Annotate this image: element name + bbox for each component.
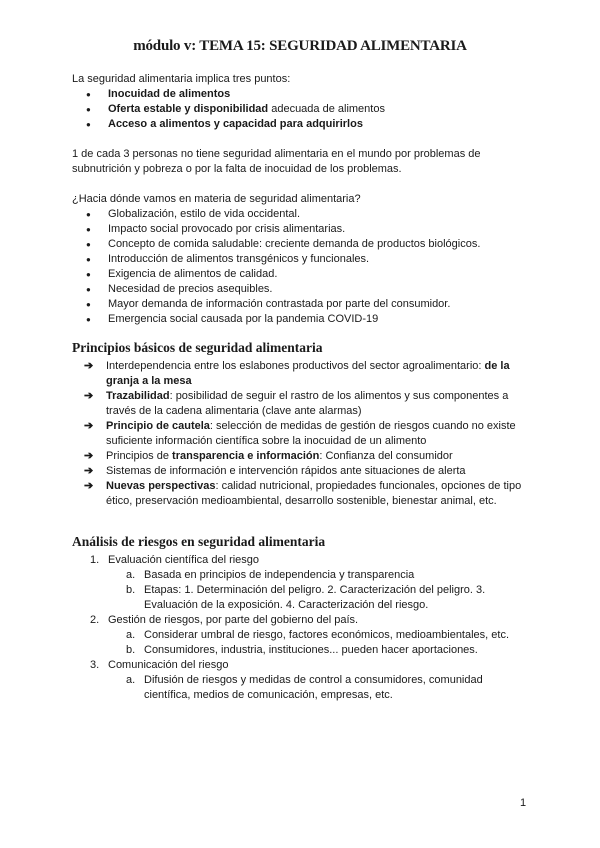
trend-item: ● Exigencia de alimentos de calidad. <box>72 267 532 282</box>
risk-item: 3. Comunicación del riesgo a. Difusión de riesgos y medidas de control a consumidores, comunidad científica, medios de comunicación, empresas, etc. <box>72 658 532 703</box>
trend-item: ● Necesidad de precios asequibles. <box>72 282 532 297</box>
risk-subitem: a. Basada en principios de independencia y transparencia <box>126 569 415 581</box>
trend-item: ● Concepto de comida saludable: creciente demanda de productos biológicos. <box>72 237 532 252</box>
risk-item: 2. Gestión de riesgos, por parte del gobierno del país. a. Considerar umbral de riesgo, factores económicos, medioambientales, etc. b. Consumidores, industria, instituciones... pueden hacer aportaciones. <box>72 613 532 658</box>
principles-list <box>72 359 532 509</box>
trend-item: ● Introducción de alimentos transgénicos y funcionales. <box>72 252 532 267</box>
key-points-list <box>72 87 532 132</box>
risk-sublist <box>108 673 532 703</box>
risk-subitem: a. Difusión de riesgos y medidas de control a consumidores, comunidad científica, medios de comunicación, empresas, etc. <box>126 674 483 701</box>
key-point: ● Inocuidad de alimentos <box>72 87 532 102</box>
page-title: módulo v: TEMA 15: SEGURIDAD ALIMENTARIA <box>133 38 467 54</box>
principle-item: ➔ Interdependencia entre los eslabones productivos del sector agroalimentario: de la granja a la mesa <box>84 360 510 387</box>
principle-item: ➔ Principios de transparencia e información: Confianza del consumidor <box>84 450 453 462</box>
document-body <box>72 72 532 703</box>
principle-item: ➔ Nuevas perspectivas: calidad nutricional, propiedades funcionales, opciones de tipo ético, preservación medioambiental, desarrollo sostenible, bienestar animal, etc. <box>84 480 522 507</box>
key-point: ● Oferta estable y disponibilidad adecuada de alimentos <box>72 102 532 117</box>
arrow-icon: ➔ <box>84 390 94 402</box>
risk-heading: Análisis de riesgos en seguridad alimentaria <box>72 534 326 549</box>
intro-text: La seguridad alimentaria implica tres puntos: <box>72 73 291 85</box>
page-number: 1 <box>520 797 527 809</box>
risk-subitem: b. Consumidores, industria, instituciones... pueden hacer aportaciones. <box>126 644 478 656</box>
key-point: ● Acceso a alimentos y capacidad para adquirirlos <box>72 117 532 132</box>
principles-heading: Principios básicos de seguridad alimentaria <box>72 340 323 355</box>
arrow-icon: ➔ <box>84 465 94 477</box>
risk-sublist <box>108 568 532 613</box>
principle-item: ➔ Principio de cautela: selección de medidas de gestión de riesgos cuando no existe suficiente información científica sobre la inocuidad de un alimento <box>84 420 516 447</box>
arrow-icon: ➔ <box>84 480 94 492</box>
risk-sublist <box>108 628 532 658</box>
risk-subitem: b. Etapas: 1. Determinación del peligro. 2. Caracterización del peligro. 3. Evaluación de la exposición. 4. Caracterización del riesgo. <box>126 584 486 611</box>
principle-item: ➔ Sistemas de información e intervención rápidos ante situaciones de alerta <box>84 465 466 477</box>
trend-item: ● Globalización, estilo de vida occidental. <box>72 207 532 222</box>
trend-item: ● Mayor demanda de información contrastada por parte del consumidor. <box>72 297 532 312</box>
stat-paragraph: 1 de cada 3 personas no tiene seguridad alimentaria en el mundo por problemas de subnutrición y pobreza o por la falta de inocuidad de los problemas. <box>72 148 481 175</box>
trend-item: ● Emergencia social causada por la pandemia COVID-19 <box>72 312 532 327</box>
arrow-icon: ➔ <box>84 420 94 432</box>
trends-list <box>72 207 532 327</box>
risk-item: 1. Evaluación científica del riesgo a. Basada en principios de independencia y transparencia b. Etapas: 1. Determinación del peligro. 2. Caracterización del peligro. 3. Evaluación de la exposición. 4. Caracterización del riesgo. <box>72 553 532 613</box>
arrow-icon: ➔ <box>84 450 94 462</box>
trend-item: ● Impacto social provocado por crisis alimentarias. <box>72 222 532 237</box>
risk-list <box>72 553 532 703</box>
question-text: ¿Hacia dónde vamos en materia de seguridad alimentaria? <box>72 193 361 205</box>
arrow-icon: ➔ <box>84 360 94 372</box>
risk-subitem: a. Considerar umbral de riesgo, factores económicos, medioambientales, etc. <box>126 629 510 641</box>
principle-item: ➔ Trazabilidad: posibilidad de seguir el rastro de los alimentos y sus componentes a través de la cadena alimentaria (clave ante alarmas) <box>84 390 509 417</box>
